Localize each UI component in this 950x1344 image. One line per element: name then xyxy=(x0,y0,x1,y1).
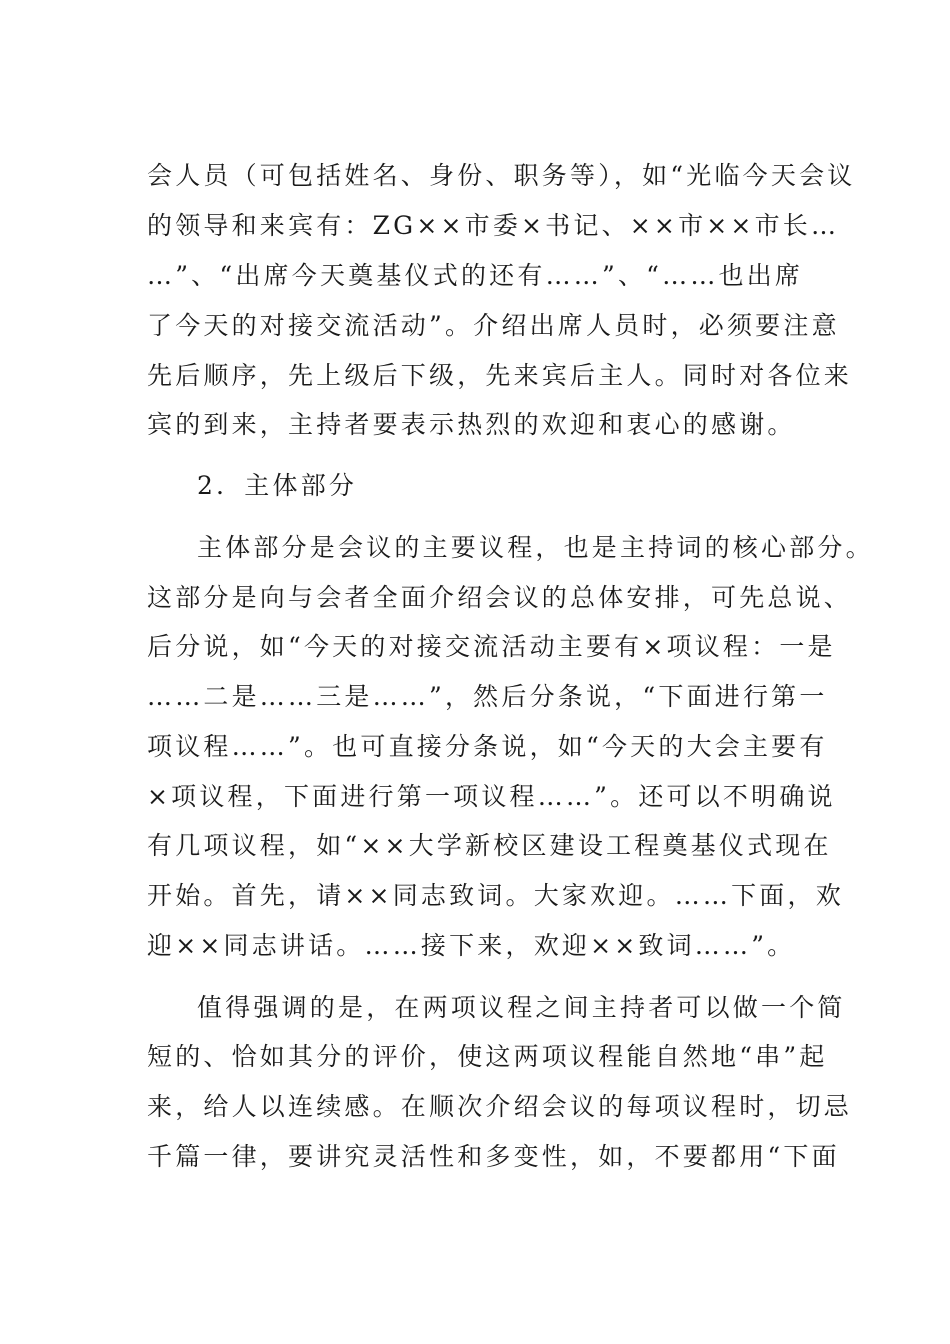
paragraph-line: 了今天的对接交流活动”。介绍出席人员时，必须要注意 xyxy=(147,311,840,340)
paragraph-line: 千篇一律，要讲究灵活性和多变性，如，不要都用“下面 xyxy=(147,1142,840,1171)
paragraph-line: 主体部分是会议的主要议程，也是主持词的核心部分。 xyxy=(197,533,874,562)
paragraph-line: 项议程……”。也可直接分条说，如“今天的大会主要有 xyxy=(147,732,828,761)
paragraph-line: 会人员（可包括姓名、身份、职务等），如“光临今天会议 xyxy=(147,161,856,190)
paragraph-line: 宾的到来，主持者要表示热烈的欢迎和衷心的感谢。 xyxy=(147,410,796,439)
paragraph-line: 迎××同志讲话。……接下来，欢迎××致词……”。 xyxy=(147,931,796,960)
paragraph-line: 值得强调的是，在两项议程之间主持者可以做一个简 xyxy=(197,993,846,1022)
paragraph-line: ×项议程，下面进行第一项议程……”。还可以不明确说 xyxy=(147,782,836,811)
paragraph-line: 有几项议程，如“××大学新校区建设工程奠基仪式现在 xyxy=(147,831,832,860)
section-heading: 2．主体部分 xyxy=(197,471,358,500)
paragraph-line: 来，给人以连续感。在顺次介绍会议的每项议程时，切忌 xyxy=(147,1092,853,1121)
paragraph-line: 的领导和来宾有：ZG××市委×书记、××市××市长… xyxy=(147,211,840,240)
paragraph-line: 这部分是向与会者全面介绍会议的总体安排，可先总说、 xyxy=(147,583,853,612)
paragraph-line: 开始。首先，请××同志致词。大家欢迎。……下面，欢 xyxy=(147,881,844,910)
paragraph-line: ……二是……三是……”，然后分条说，“下面进行第一 xyxy=(147,682,828,711)
paragraph-line: 先后顺序，先上级后下级，先来宾后主人。同时对各位来 xyxy=(147,361,853,390)
paragraph-line: 短的、恰如其分的评价，使这两项议程能自然地“串”起 xyxy=(147,1042,828,1071)
paragraph-line: 后分说，如“今天的对接交流活动主要有×项议程：一是 xyxy=(147,632,836,661)
paragraph-line: …”、“出席今天奠基仪式的还有……”、“……也出席 xyxy=(147,261,804,290)
